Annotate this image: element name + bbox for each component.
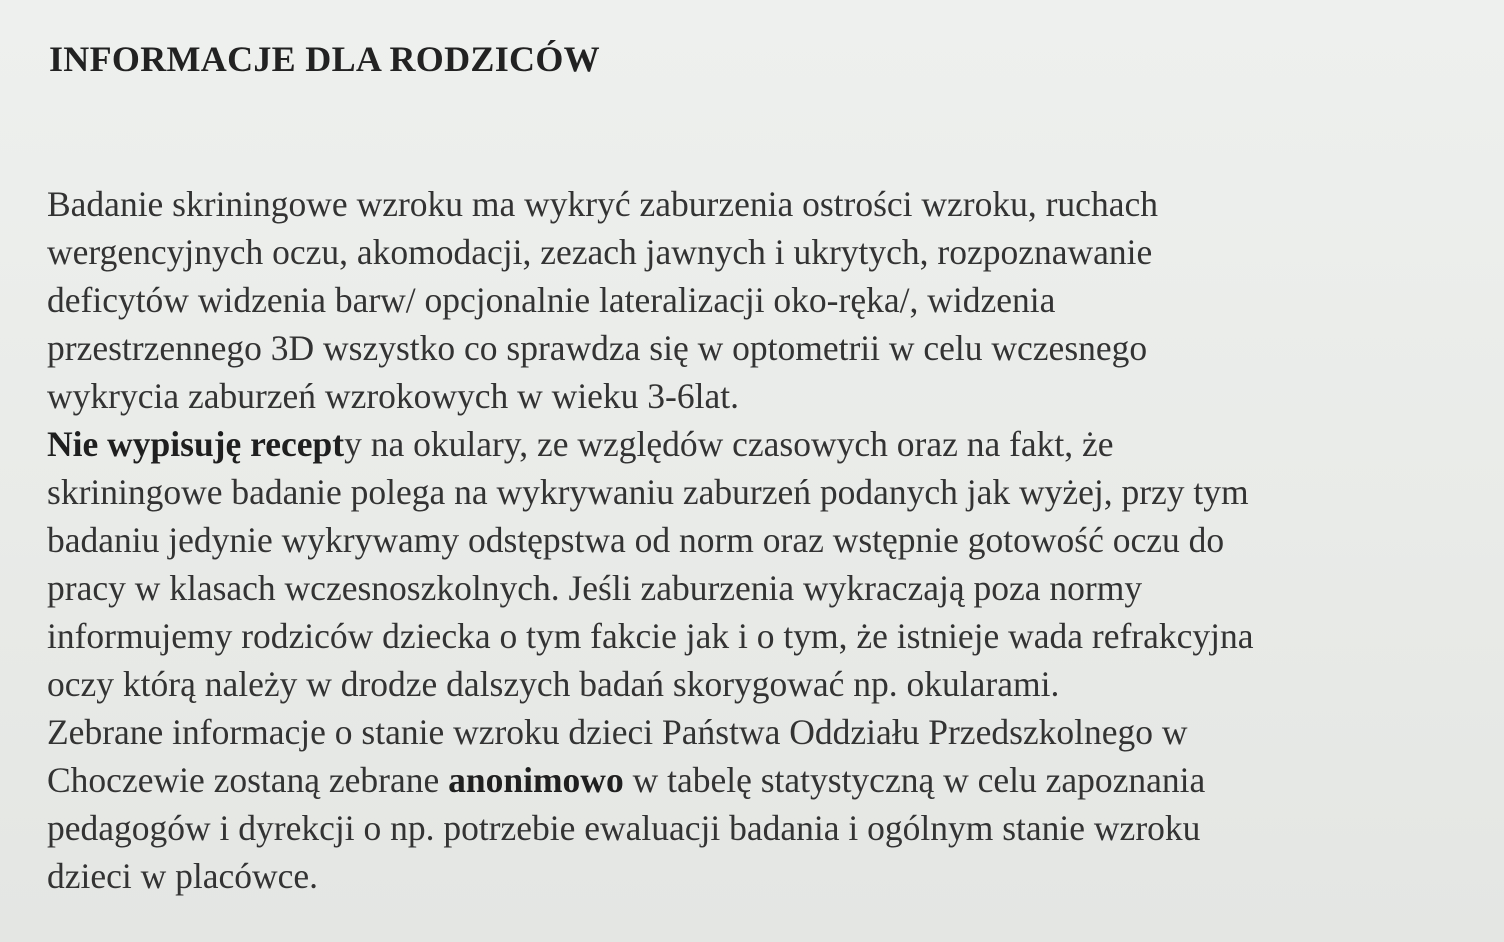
text-run: w tabelę statystyczną w celu zapoznania <box>623 760 1206 800</box>
text-line: Badanie skriningowe wzroku ma wykryć zaburzenia ostrości wzroku, ruchach <box>47 184 1158 224</box>
text-line <box>47 756 1487 804</box>
document-body <box>47 180 1487 900</box>
paragraph-1 <box>47 180 1487 420</box>
document-title: INFORMACJE DLA RODZICÓW <box>49 39 600 79</box>
text-line: wykrycia zaburzeń wzrokowych w wieku 3-6lat. <box>47 376 739 416</box>
text-line: dzieci w placówce. <box>47 856 319 896</box>
text-line: pedagogów i dyrekcji o np. potrzebie ewaluacji badania i ogólnym stanie wzroku <box>47 808 1201 848</box>
text-line: pracy w klasach wczesnoszkolnych. Jeśli zaburzenia wykraczają poza normy <box>47 568 1143 608</box>
text-line: deficytów widzenia barw/ opcjonalnie lateralizacji oko-ręka/, widzenia <box>47 280 1056 320</box>
text-run: y na okulary, ze względów czasowych oraz na fakt, że <box>344 424 1114 464</box>
text-line: skriningowe badanie polega na wykrywaniu zaburzeń podanych jak wyżej, przy tym <box>47 472 1249 512</box>
text-run: Choczewie zostaną zebrane <box>47 760 449 800</box>
text-line <box>47 420 1487 468</box>
text-line: przestrzennego 3D wszystko co sprawdza się w optometrii w celu wczesnego <box>47 328 1148 368</box>
text-line: informujemy rodziców dziecka o tym fakcie jak i o tym, że istnieje wada refrakcyjna <box>47 616 1254 656</box>
bold-phrase: Nie wypisuję recept <box>47 424 345 464</box>
bold-phrase: anonimowo <box>448 760 624 800</box>
text-line: Zebrane informacje o stanie wzroku dzieci Państwa Oddziału Przedszkolnego w <box>47 712 1188 752</box>
text-line: wergencyjnych oczu, akomodacji, zezach jawnych i ukrytych, rozpoznawanie <box>47 232 1153 272</box>
text-line: oczy którą należy w drodze dalszych badań skorygować np. okularami. <box>47 664 1060 704</box>
paragraph-2 <box>47 420 1487 708</box>
paragraph-3 <box>47 708 1487 900</box>
text-line: badaniu jedynie wykrywamy odstępstwa od norm oraz wstępnie gotowość oczu do <box>47 520 1225 560</box>
